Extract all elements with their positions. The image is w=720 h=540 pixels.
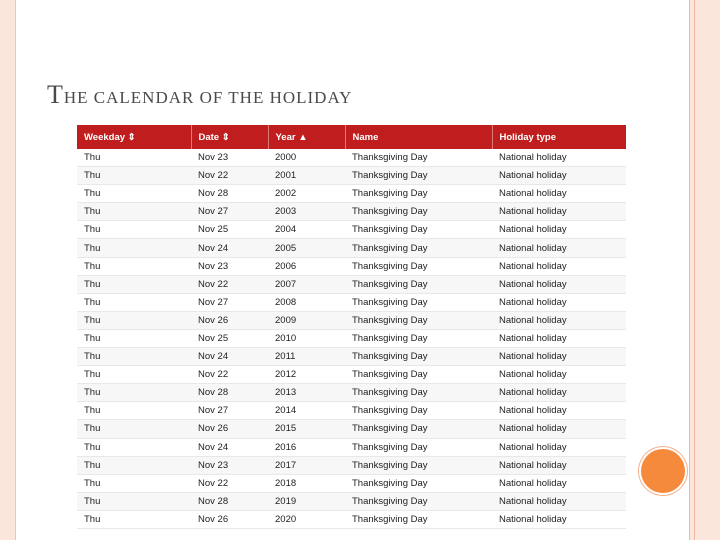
cell-name: Thanksgiving Day <box>345 149 492 167</box>
cell-name: Thanksgiving Day <box>345 329 492 347</box>
cell-year: 2002 <box>268 185 345 203</box>
cell-name: Thanksgiving Day <box>345 510 492 528</box>
cell-weekday: Thu <box>77 348 191 366</box>
table-row <box>77 185 626 203</box>
slide-title <box>47 80 352 110</box>
cell-date: Nov 27 <box>191 203 268 221</box>
cell-holiday-type: National holiday <box>492 257 626 275</box>
cell-name: Thanksgiving Day <box>345 257 492 275</box>
table-row <box>77 474 626 492</box>
cell-weekday: Thu <box>77 203 191 221</box>
cell-name: Thanksgiving Day <box>345 185 492 203</box>
table-row <box>77 329 626 347</box>
cell-holiday-type: National holiday <box>492 293 626 311</box>
cell-name: Thanksgiving Day <box>345 221 492 239</box>
left-decorative-border <box>0 0 16 540</box>
cell-weekday: Thu <box>77 402 191 420</box>
table-row <box>77 348 626 366</box>
column-header-date[interactable]: Date ⇕ <box>191 125 268 149</box>
right-border-line-inner <box>694 0 695 540</box>
cell-holiday-type: National holiday <box>492 456 626 474</box>
cell-holiday-type: National holiday <box>492 348 626 366</box>
cell-weekday: Thu <box>77 239 191 257</box>
cell-year: 2015 <box>268 420 345 438</box>
cell-weekday: Thu <box>77 438 191 456</box>
cell-date: Nov 25 <box>191 329 268 347</box>
cell-year: 2019 <box>268 492 345 510</box>
cell-weekday: Thu <box>77 510 191 528</box>
cell-holiday-type: National holiday <box>492 167 626 185</box>
cell-year: 2016 <box>268 438 345 456</box>
cell-date: Nov 26 <box>191 510 268 528</box>
cell-name: Thanksgiving Day <box>345 203 492 221</box>
cell-year: 2000 <box>268 149 345 167</box>
cell-holiday-type: National holiday <box>492 366 626 384</box>
table-row <box>77 420 626 438</box>
cell-year: 2011 <box>268 348 345 366</box>
cell-weekday: Thu <box>77 167 191 185</box>
cell-name: Thanksgiving Day <box>345 311 492 329</box>
cell-weekday: Thu <box>77 311 191 329</box>
cell-year: 2004 <box>268 221 345 239</box>
table-row <box>77 203 626 221</box>
cell-holiday-type: National holiday <box>492 239 626 257</box>
cell-holiday-type: National holiday <box>492 510 626 528</box>
table-row <box>77 384 626 402</box>
cell-date: Nov 23 <box>191 257 268 275</box>
table-row <box>77 510 626 528</box>
cell-holiday-type: National holiday <box>492 474 626 492</box>
cell-year: 2017 <box>268 456 345 474</box>
cell-name: Thanksgiving Day <box>345 420 492 438</box>
cell-holiday-type: National holiday <box>492 185 626 203</box>
cell-date: Nov 22 <box>191 167 268 185</box>
holiday-table <box>77 125 626 529</box>
cell-weekday: Thu <box>77 474 191 492</box>
cell-year: 2018 <box>268 474 345 492</box>
cell-date: Nov 24 <box>191 348 268 366</box>
cell-name: Thanksgiving Day <box>345 348 492 366</box>
cell-weekday: Thu <box>77 293 191 311</box>
cell-holiday-type: National holiday <box>492 438 626 456</box>
cell-holiday-type: National holiday <box>492 329 626 347</box>
cell-holiday-type: National holiday <box>492 384 626 402</box>
table-row <box>77 402 626 420</box>
cell-year: 2001 <box>268 167 345 185</box>
table-row <box>77 293 626 311</box>
cell-date: Nov 22 <box>191 474 268 492</box>
cell-year: 2007 <box>268 275 345 293</box>
right-border-line <box>689 0 690 540</box>
column-header-holiday-type[interactable]: Holiday type <box>492 125 626 149</box>
cell-weekday: Thu <box>77 329 191 347</box>
cell-date: Nov 27 <box>191 293 268 311</box>
cell-weekday: Thu <box>77 149 191 167</box>
cell-holiday-type: National holiday <box>492 149 626 167</box>
cell-year: 2020 <box>268 510 345 528</box>
slide-title-initial: T <box>47 80 64 109</box>
table-row <box>77 149 626 167</box>
cell-weekday: Thu <box>77 384 191 402</box>
cell-name: Thanksgiving Day <box>345 167 492 185</box>
cell-date: Nov 28 <box>191 492 268 510</box>
table-row <box>77 366 626 384</box>
table-row <box>77 167 626 185</box>
cell-weekday: Thu <box>77 221 191 239</box>
cell-name: Thanksgiving Day <box>345 366 492 384</box>
cell-weekday: Thu <box>77 456 191 474</box>
column-header-weekday[interactable]: Weekday ⇕ <box>77 125 191 149</box>
cell-year: 2003 <box>268 203 345 221</box>
cell-holiday-type: National holiday <box>492 420 626 438</box>
cell-weekday: Thu <box>77 492 191 510</box>
cell-weekday: Thu <box>77 257 191 275</box>
table-row <box>77 456 626 474</box>
cell-holiday-type: National holiday <box>492 492 626 510</box>
table-row <box>77 239 626 257</box>
orange-accent-circle <box>641 449 685 493</box>
cell-date: Nov 24 <box>191 239 268 257</box>
cell-holiday-type: National holiday <box>492 311 626 329</box>
cell-name: Thanksgiving Day <box>345 492 492 510</box>
cell-holiday-type: National holiday <box>492 221 626 239</box>
cell-weekday: Thu <box>77 275 191 293</box>
cell-name: Thanksgiving Day <box>345 438 492 456</box>
table-row <box>77 275 626 293</box>
column-header-year[interactable]: Year ▲ <box>268 125 345 149</box>
cell-year: 2010 <box>268 329 345 347</box>
cell-name: Thanksgiving Day <box>345 239 492 257</box>
slide-title-rest: HE CALENDAR OF THE HOLIDAY <box>63 88 353 107</box>
cell-name: Thanksgiving Day <box>345 402 492 420</box>
table-row <box>77 311 626 329</box>
cell-name: Thanksgiving Day <box>345 293 492 311</box>
cell-year: 2014 <box>268 402 345 420</box>
cell-holiday-type: National holiday <box>492 203 626 221</box>
cell-date: Nov 25 <box>191 221 268 239</box>
cell-weekday: Thu <box>77 366 191 384</box>
table-row <box>77 492 626 510</box>
cell-date: Nov 28 <box>191 185 268 203</box>
cell-name: Thanksgiving Day <box>345 384 492 402</box>
cell-year: 2005 <box>268 239 345 257</box>
cell-weekday: Thu <box>77 185 191 203</box>
cell-name: Thanksgiving Day <box>345 275 492 293</box>
cell-date: Nov 24 <box>191 438 268 456</box>
cell-date: Nov 23 <box>191 456 268 474</box>
cell-date: Nov 23 <box>191 149 268 167</box>
table-body <box>77 149 626 528</box>
cell-year: 2006 <box>268 257 345 275</box>
table-row <box>77 438 626 456</box>
cell-name: Thanksgiving Day <box>345 474 492 492</box>
cell-date: Nov 27 <box>191 402 268 420</box>
cell-holiday-type: National holiday <box>492 402 626 420</box>
table-header-row <box>77 125 626 149</box>
cell-year: 2009 <box>268 311 345 329</box>
column-header-name[interactable]: Name <box>345 125 492 149</box>
cell-year: 2013 <box>268 384 345 402</box>
cell-year: 2008 <box>268 293 345 311</box>
table-row <box>77 257 626 275</box>
table-row <box>77 221 626 239</box>
cell-date: Nov 26 <box>191 420 268 438</box>
cell-date: Nov 28 <box>191 384 268 402</box>
cell-year: 2012 <box>268 366 345 384</box>
cell-date: Nov 22 <box>191 366 268 384</box>
cell-holiday-type: National holiday <box>492 275 626 293</box>
cell-date: Nov 22 <box>191 275 268 293</box>
cell-weekday: Thu <box>77 420 191 438</box>
cell-name: Thanksgiving Day <box>345 456 492 474</box>
cell-date: Nov 26 <box>191 311 268 329</box>
